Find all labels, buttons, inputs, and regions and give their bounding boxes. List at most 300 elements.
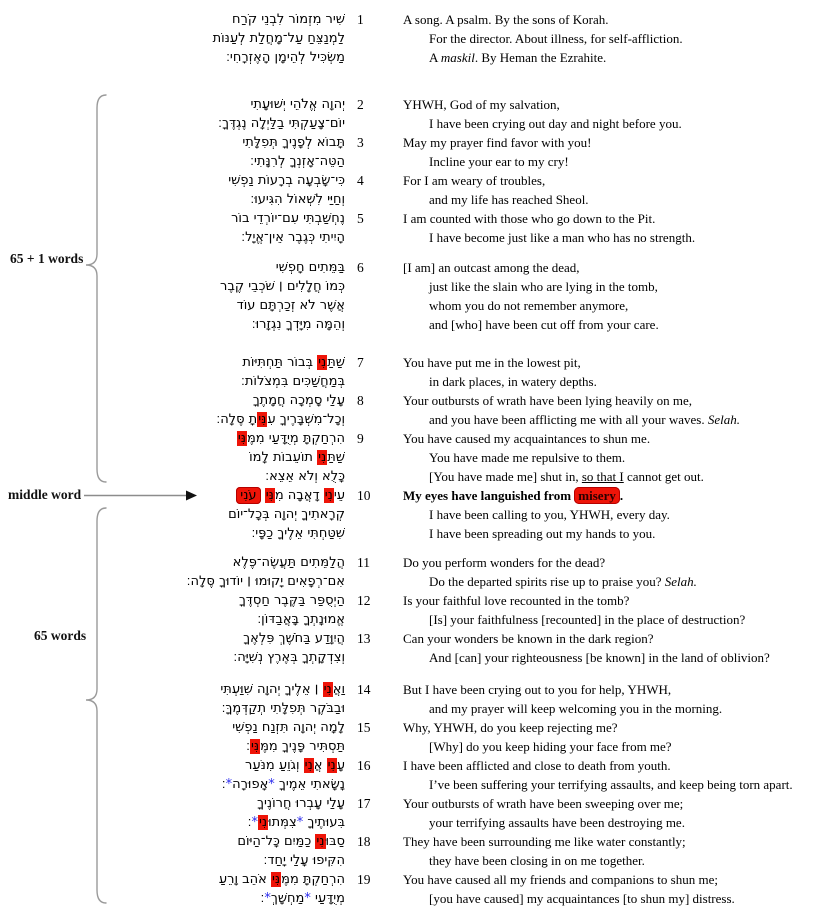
text-segment: נָשָׂאתִי אֵמֶיךָ	[274, 777, 345, 792]
ni-sound-highlight: נִי	[323, 682, 332, 697]
english-line	[403, 572, 825, 591]
hebrew-cell	[0, 832, 345, 870]
hebrew-cell	[0, 133, 345, 171]
verse-row	[0, 553, 825, 591]
text-segment: and my prayer will keep welcoming you in the morning.	[429, 701, 723, 716]
english-cell	[403, 756, 825, 794]
text-segment: [you have caused] my acquaintances [to shun my] distress.	[429, 891, 735, 906]
english-line	[403, 610, 825, 629]
text-segment: יוֹם־צָעַקְתִּי בַלַּיְלָה נֶגְדֶּךָ׃	[218, 116, 345, 131]
text-segment: תָ סֶּלָה׃	[216, 412, 258, 427]
text-segment: וְכָל־מִשְׁבָּרֶיךָ עִ	[267, 412, 345, 427]
ni-sound-highlight: נִי	[316, 834, 325, 849]
hebrew-cell	[0, 209, 345, 247]
english-line	[403, 486, 825, 505]
verse-row	[0, 353, 825, 391]
hebrew-cell	[0, 680, 345, 718]
hebrew-cell	[0, 591, 345, 629]
english-line	[403, 775, 825, 794]
text-segment: You have caused all my friends and companions to shun me;	[403, 872, 718, 887]
text-segment: מְיֻדָּעַי	[310, 891, 345, 906]
hebrew-line	[0, 870, 345, 889]
verse-number: 8	[357, 393, 364, 408]
english-cell	[403, 553, 825, 591]
english-cell	[403, 429, 825, 486]
emendation-asterisk: *	[296, 815, 304, 830]
english-line	[403, 680, 825, 699]
text-segment: תַּסְתִּיר פָּנֶיךָ מִמֶּ	[260, 739, 345, 754]
hebrew-line	[0, 505, 345, 524]
text-segment: הַטֵּה־אָזְנְךָ לְרִנָּתִי׃	[250, 154, 345, 169]
misery-highlight: misery	[574, 487, 620, 504]
english-line	[403, 851, 825, 870]
hebrew-line	[0, 296, 345, 315]
text-segment: ׃	[221, 777, 226, 792]
text-segment: שִׁיר מִזְמוֹר לִבְנֵי קֹרַח	[232, 12, 345, 27]
english-line	[403, 870, 825, 889]
text-segment: סַבּוּ	[325, 834, 345, 849]
italic-text: maskil	[440, 50, 475, 65]
hebrew-line	[0, 258, 345, 277]
text-segment: מַשְׂכִּיל לְהֵימָן הָאֶזְרָחִי׃	[226, 50, 345, 65]
english-line	[403, 95, 825, 114]
text-segment: You have made me repulsive to them.	[429, 450, 626, 465]
hebrew-cell	[0, 553, 345, 591]
english-line	[403, 209, 825, 228]
hebrew-cell	[0, 10, 345, 67]
ni-sound-highlight: נִּי	[237, 431, 246, 446]
verse-number: 1	[357, 12, 364, 27]
text-segment: אֲ	[313, 758, 327, 773]
text-segment: Do you perform wonders for the dead?	[403, 555, 606, 570]
text-segment: עָלַי סָמְכָה חֲמָתֶךָ	[252, 393, 345, 408]
hebrew-line	[0, 372, 345, 391]
hebrew-cell	[0, 756, 345, 794]
text-segment: cannot get out.	[623, 469, 704, 484]
english-line	[403, 889, 825, 908]
hebrew-line	[0, 29, 345, 48]
verse-row	[0, 429, 825, 486]
text-segment: וְהֵמָּה מִיָּדְךָ נִגְזָרוּ׃	[251, 317, 345, 332]
english-line	[403, 228, 825, 247]
hebrew-line	[0, 832, 345, 851]
text-segment: בַּמֵּתִים חָפְשִׁי	[275, 260, 345, 275]
text-segment: וְצִדְקָתְךָ בְּאֶרֶץ נְשִׁיָּה׃	[233, 650, 345, 665]
text-segment: אֱמוּנָתְךָ בָּאֲבַדּוֹן׃	[257, 612, 345, 627]
english-line	[403, 114, 825, 133]
text-segment: שִׁטַּחְתִּי אֵלֶיךָ כַפָּי׃	[251, 526, 345, 541]
english-cell	[403, 353, 825, 391]
text-segment: קְרָאתִיךָ יְהוָה בְּכָל־יוֹם	[228, 507, 345, 522]
text-segment: שַׁתַּ	[327, 450, 345, 465]
english-line	[403, 591, 825, 610]
text-segment: in dark places, in watery depths.	[429, 374, 597, 389]
text-segment: הִרְחַקְתָּ מְיֻדָּעַי מִמֶּ	[246, 431, 345, 446]
text-segment: I am counted with those who go down to the Pit.	[403, 211, 656, 226]
ni-sound-highlight: נִי	[304, 758, 313, 773]
verse-number: 11	[357, 555, 370, 570]
english-line	[403, 48, 825, 67]
verse-number: 3	[357, 135, 364, 150]
text-segment: and you have been afflicting me with all your waves.	[429, 412, 708, 427]
hebrew-line	[0, 277, 345, 296]
text-segment: הָיִיתִי כְּגֶבֶר אֵין־אֱיָל׃	[241, 230, 345, 245]
english-cell	[403, 486, 825, 543]
english-line	[403, 152, 825, 171]
text-segment: Can your wonders be known in the dark region?	[403, 631, 654, 646]
english-cell	[403, 591, 825, 629]
verse-number: 19	[357, 872, 371, 887]
english-line	[403, 296, 825, 315]
text-segment: שַׁתַּ	[327, 355, 345, 370]
hebrew-line	[0, 680, 345, 699]
english-cell	[403, 870, 825, 908]
ni-sound-highlight: נִי	[318, 355, 327, 370]
text-segment: וּבַבֹּקֶר תְּפִלָּתִי תְקַדְּמֶךָּ׃	[221, 701, 345, 716]
text-segment: just like the slain who are lying in the tomb,	[429, 279, 658, 294]
english-cell	[403, 10, 825, 67]
hebrew-line	[0, 794, 345, 813]
english-line	[403, 429, 825, 448]
verse-row	[0, 486, 825, 543]
verse-group	[0, 353, 825, 543]
hebrew-cell	[0, 353, 345, 391]
hebrew-line	[0, 648, 345, 667]
english-line	[403, 353, 825, 372]
text-segment: כִּי־שָׂבְעָה בְרָעוֹת נַפְשִׁי	[228, 173, 345, 188]
text-segment: ׃	[247, 815, 252, 830]
english-cell	[403, 171, 825, 209]
english-line	[403, 10, 825, 29]
hebrew-line	[0, 572, 345, 591]
verse-number: 12	[357, 593, 371, 608]
verse-number: 6	[357, 260, 364, 275]
english-cell	[403, 95, 825, 133]
hebrew-cell	[0, 794, 345, 832]
text-segment: לָמָה יְהוָה תִּזְנַח נַפְשִׁי	[232, 720, 345, 735]
hebrew-line	[0, 467, 345, 486]
hebrew-cell	[0, 95, 345, 133]
text-segment: ׃	[260, 891, 265, 906]
text-segment: וְחַיַּי לִשְׁאוֹל הִגִּיעוּ׃	[250, 192, 345, 207]
text-segment: [Is] your faithfulness [recounted] in the place of destruction?	[429, 612, 746, 627]
hebrew-line	[0, 699, 345, 718]
text-segment: I have been spreading out my hands to you.	[429, 526, 656, 541]
middle-word-box: עֹנִי	[236, 487, 260, 504]
text-segment: בְּבוֹר תַּחְתִּיּוֹת	[242, 355, 318, 370]
text-segment: They have been surrounding me like water constantly;	[403, 834, 686, 849]
text-segment: ׃	[246, 739, 250, 754]
verse-row	[0, 258, 825, 334]
text-segment: לַמְנַצֵּחַ עַל־מָחֲלַת לְעַנּוֹת	[212, 31, 345, 46]
text-segment: whom you do not remember anymore,	[429, 298, 629, 313]
text-segment: Your outbursts of wrath have been sweeping over me;	[403, 796, 684, 811]
english-line	[403, 190, 825, 209]
text-segment: And [can] your righteousness [be known] in the land of oblivion?	[429, 650, 770, 665]
english-cell	[403, 832, 825, 870]
hebrew-line	[0, 429, 345, 448]
english-line	[403, 756, 825, 775]
english-line	[403, 699, 825, 718]
text-segment: your terrifying assaults have been destroying me.	[429, 815, 685, 830]
hebrew-line	[0, 813, 345, 832]
text-segment: ׀ אֵלֶיךָ יְהוָה שִׁוַּעְתִּי	[220, 682, 323, 697]
text-segment: תוֹעֵבוֹת לָמוֹ	[249, 450, 318, 465]
ni-sound-highlight: נִי	[258, 815, 268, 830]
text-segment: נֶחְשַׁבְתִּי עִם־יוֹרְדֵי בוֹר	[231, 211, 345, 226]
hebrew-cell	[0, 171, 345, 209]
verse-number: 9	[357, 431, 364, 446]
ni-sound-highlight: נִּי	[258, 412, 267, 427]
text-segment: מַחְשָׁךְ	[270, 891, 305, 906]
verse-number: 17	[357, 796, 371, 811]
hebrew-cell	[0, 258, 345, 334]
text-segment: הִרְחַקְתָּ מִמֶּ	[281, 872, 345, 887]
text-segment: My eyes have languished from	[403, 488, 575, 503]
hebrew-line	[0, 171, 345, 190]
verse-row	[0, 209, 825, 247]
verse-row	[0, 832, 825, 870]
text-segment: Your outbursts of wrath have been lying heavily on me,	[403, 393, 692, 408]
hebrew-line	[0, 353, 345, 372]
text-segment: עֵי	[333, 488, 345, 503]
english-line	[403, 718, 825, 737]
text-segment: אֹהֵב וָרֵעַ	[218, 872, 271, 887]
hebrew-line	[0, 315, 345, 334]
text-segment: הֲיִוָּדַע בַּחֹשֶׁךְ פִּלְאֶךָ	[243, 631, 345, 646]
hebrew-line	[0, 889, 345, 908]
text-segment: I have become just like a man who has no strength.	[429, 230, 696, 245]
text-segment: הִקִּיפוּ עָלַי יָחַד׃	[263, 853, 345, 868]
text-segment: Is your faithful love recounted in the tomb?	[403, 593, 630, 608]
verse-row	[0, 629, 825, 667]
text-segment: For the director. About illness, for self-affliction.	[429, 31, 683, 46]
english-line	[403, 258, 825, 277]
hebrew-line	[0, 152, 345, 171]
verse-row	[0, 794, 825, 832]
hebrew-line	[0, 737, 345, 756]
hebrew-line	[0, 629, 345, 648]
ni-sound-highlight: נִּי	[271, 872, 281, 887]
verse-row	[0, 870, 825, 908]
verse-row	[0, 718, 825, 756]
italic-text: Selah.	[664, 574, 697, 589]
verse-group	[0, 258, 825, 334]
verses	[0, 10, 825, 908]
verse-row	[0, 391, 825, 429]
text-segment: I have been calling to you, YHWH, every day.	[429, 507, 670, 522]
text-segment: וַאֲ	[332, 682, 345, 697]
ni-sound-highlight: נִי	[324, 488, 333, 503]
ni-sound-highlight: נִי	[318, 450, 327, 465]
emendation-asterisk: *	[304, 891, 311, 906]
ni-sound-highlight: נִּי	[265, 488, 274, 503]
hebrew-line	[0, 718, 345, 737]
text-segment: כָּלֻא וְלֹא אֵצֵא׃	[265, 469, 345, 484]
text-segment: צִמְּתוּ	[268, 815, 297, 830]
verse-number: 18	[357, 834, 371, 849]
verse-number: 7	[357, 355, 364, 370]
text-segment: כַמַּיִם כָּל־הַיּוֹם	[237, 834, 316, 849]
hebrew-line	[0, 851, 345, 870]
english-cell	[403, 391, 825, 429]
text-segment: תָּבוֹא לְפָנֶיךָ תְּפִלָּתִי	[242, 135, 345, 150]
hebrew-cell	[0, 629, 345, 667]
verse-group	[0, 95, 825, 247]
english-cell	[403, 680, 825, 718]
verse-number: 16	[357, 758, 371, 773]
verse-group	[0, 10, 825, 67]
english-line	[403, 372, 825, 391]
hebrew-line	[0, 209, 345, 228]
english-line	[403, 448, 825, 467]
hebrew-line	[0, 133, 345, 152]
english-line	[403, 737, 825, 756]
text-segment: . By Heman the Ezrahite.	[474, 50, 607, 65]
hebrew-line	[0, 114, 345, 133]
text-segment: I’ve been suffering your terrifying assaults, and keep being torn apart.	[429, 777, 793, 792]
hebrew-cell	[0, 486, 345, 543]
text-segment: אָפוּרָה	[232, 777, 269, 792]
text-segment: [You have made me] shut in,	[429, 469, 582, 484]
hebrew-line	[0, 756, 345, 775]
text-segment: בְּמַחֲשַׁכִּים בִּמְצֹלוֹת׃	[241, 374, 345, 389]
hebrew-line	[0, 95, 345, 114]
verse-number: 10	[357, 488, 371, 503]
english-cell	[403, 258, 825, 334]
text-segment: Incline your ear to my cry!	[429, 154, 569, 169]
text-segment: For I am weary of troubles,	[403, 173, 546, 188]
hebrew-line	[0, 486, 345, 505]
hebrew-line	[0, 10, 345, 29]
verse-number: 2	[357, 97, 364, 112]
english-line	[403, 133, 825, 152]
text-segment: [Why] do you keep hiding your face from me?	[429, 739, 672, 754]
text-segment: and [who] have been cut off from your care.	[429, 317, 659, 332]
text-segment: וְגֹוֵעַ מִנֹּעַר	[245, 758, 304, 773]
emendation-asterisk: *	[225, 777, 233, 792]
verse-row	[0, 95, 825, 133]
italic-text: Selah.	[707, 412, 740, 427]
text-segment: עָלַי עָבְרוּ חֲרוֹנֶיךָ	[257, 796, 345, 811]
verse-group	[0, 553, 825, 667]
english-line	[403, 467, 825, 486]
english-line	[403, 648, 825, 667]
hebrew-cell	[0, 429, 345, 486]
hebrew-line	[0, 228, 345, 247]
hebrew-cell	[0, 870, 345, 908]
verse-row	[0, 591, 825, 629]
ni-sound-highlight: נִּי	[250, 739, 260, 754]
hebrew-cell	[0, 391, 345, 429]
english-line	[403, 391, 825, 410]
verse-row	[0, 680, 825, 718]
english-cell	[403, 794, 825, 832]
hebrew-line	[0, 591, 345, 610]
text-segment: May my prayer find favor with you!	[403, 135, 592, 150]
english-line	[403, 524, 825, 543]
word-count-label-top: 65 + 1 words	[10, 251, 84, 266]
emendation-asterisk: *	[264, 891, 271, 906]
english-line	[403, 553, 825, 572]
hebrew-line	[0, 448, 345, 467]
english-line	[403, 813, 825, 832]
text-segment: But I have been crying out to you for help, YHWH,	[403, 682, 672, 697]
emendation-asterisk: *	[251, 815, 258, 830]
text-segment: אִם־רְפָאִים יָקוּמוּ ׀ יוֹדוּךָ סֶּלָה׃	[186, 574, 345, 589]
text-segment: .	[619, 488, 624, 503]
verse-number: 15	[357, 720, 371, 735]
verse-row	[0, 171, 825, 209]
english-cell	[403, 629, 825, 667]
english-line	[403, 794, 825, 813]
hebrew-line	[0, 391, 345, 410]
hebrew-line	[0, 610, 345, 629]
middle-word-label: middle word	[8, 487, 82, 502]
hebrew-line	[0, 410, 345, 429]
text-segment: [I am] an outcast among the dead,	[403, 260, 580, 275]
hebrew-cell	[0, 718, 345, 756]
text-segment: A song. A psalm. By the sons of Korah.	[403, 12, 609, 27]
verse-row	[0, 133, 825, 171]
verse-number: 14	[357, 682, 371, 697]
english-line	[403, 629, 825, 648]
english-line	[403, 277, 825, 296]
text-segment: הַיְסֻפַּר בַּקֶּבֶר חַסְדֶּךָ	[238, 593, 345, 608]
english-cell	[403, 718, 825, 756]
hebrew-line	[0, 48, 345, 67]
text-segment: יְהוָה אֱלֹהֵי יְשׁוּעָתִי	[250, 97, 345, 112]
text-segment: עָ	[336, 758, 345, 773]
text-segment: הֲלַמֵּתִים תַּעֲשֶׂה־פֶּלֶא	[232, 555, 345, 570]
verse-number: 4	[357, 173, 364, 188]
verse-number: 13	[357, 631, 371, 646]
english-line	[403, 505, 825, 524]
english-line	[403, 29, 825, 48]
text-segment: You have caused my acquaintances to shun me.	[403, 431, 651, 446]
hebrew-line	[0, 190, 345, 209]
english-line	[403, 315, 825, 334]
word-count-label-bottom: 65 words	[34, 628, 87, 643]
hebrew-line	[0, 524, 345, 543]
text-segment: I have been afflicted and close to death from youth.	[403, 758, 671, 773]
english-line	[403, 171, 825, 190]
text-segment: Do the departed spirits rise up to praise you?	[429, 574, 665, 589]
text-segment: and my life has reached Sheol.	[429, 192, 589, 207]
text-segment: כְּמוֹ חֲלָלִים ׀ שֹׁכְבֵי קֶבֶר	[220, 279, 345, 294]
english-cell	[403, 133, 825, 171]
english-cell	[403, 209, 825, 247]
text-segment: they have been closing in on me together.	[429, 853, 645, 868]
verse-number: 5	[357, 211, 364, 226]
text-segment: I have been crying out day and night before you.	[429, 116, 682, 131]
verse-row	[0, 756, 825, 794]
text-segment: Why, YHWH, do you keep rejecting me?	[403, 720, 618, 735]
underlined-text: so that I	[581, 469, 624, 484]
english-line	[403, 832, 825, 851]
ni-sound-highlight: נִי	[327, 758, 336, 773]
text-segment: A	[429, 50, 441, 65]
hebrew-line	[0, 775, 345, 794]
verse-group	[0, 680, 825, 908]
text-segment: דָאֲבָה מִ	[274, 488, 324, 503]
hebrew-line	[0, 553, 345, 572]
text-segment: בִּעוּתֶיךָ	[303, 815, 345, 830]
english-line	[403, 410, 825, 429]
text-segment: You have put me in the lowest pit,	[403, 355, 581, 370]
emendation-asterisk: *	[268, 777, 275, 792]
text-segment: YHWH, God of my salvation,	[403, 97, 560, 112]
